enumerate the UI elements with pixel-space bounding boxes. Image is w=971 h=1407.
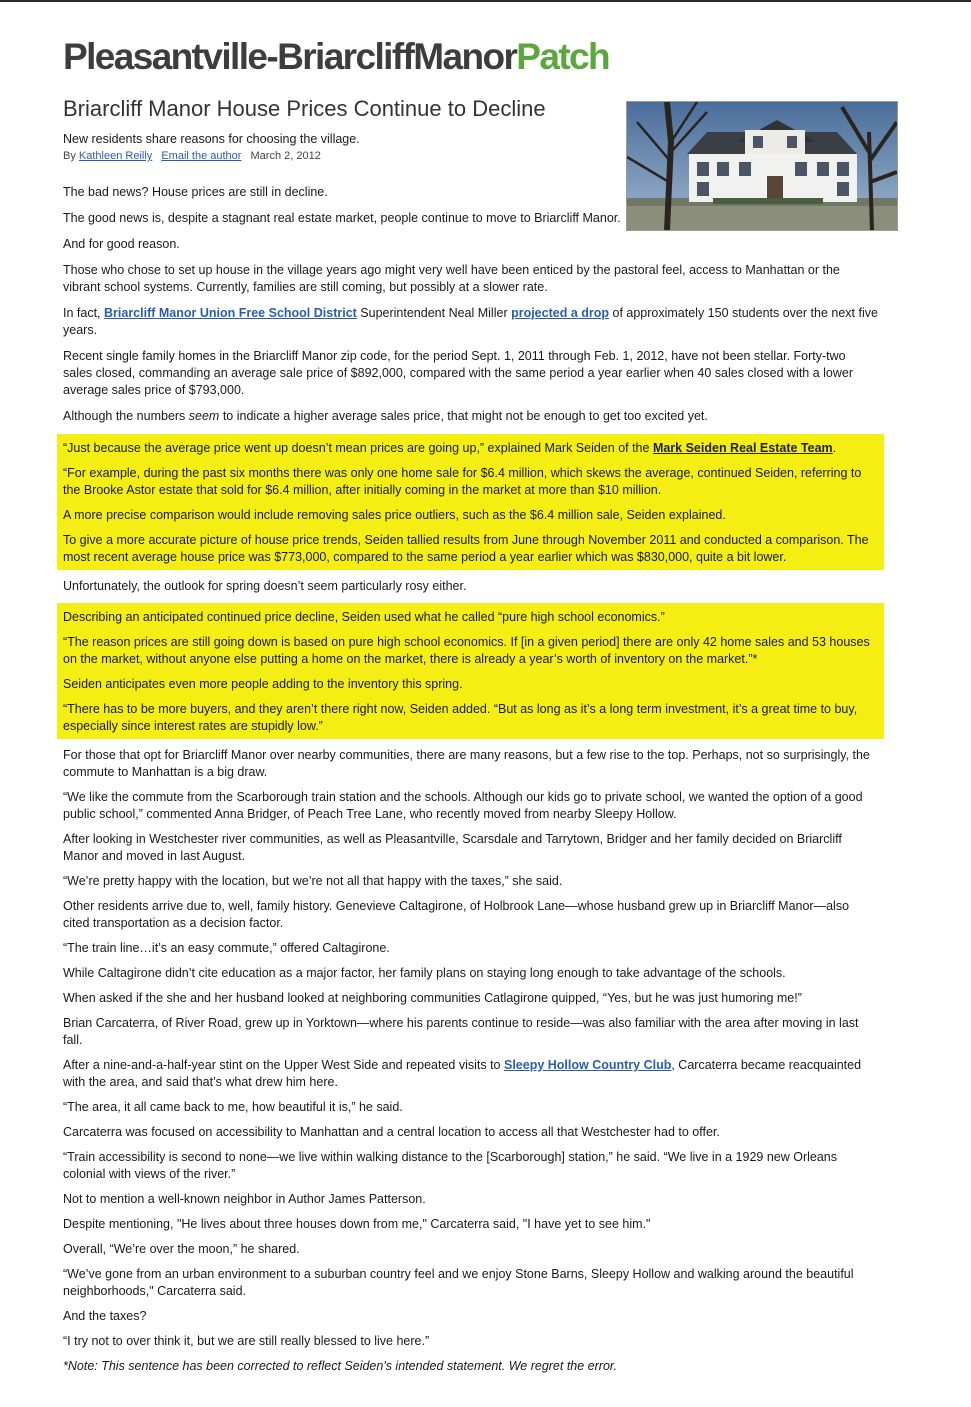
highlighted-quote-block — [57, 434, 884, 570]
article-paragraph: “The train line…it’s an easy commute,” offered Caltagirone. — [63, 941, 390, 955]
article-paragraph: When asked if the she and her husband looked at neighboring communities Catlagirone quipped, “Yes, but he was just humoring me!” — [63, 991, 802, 1005]
paragraph-text: “Just because the average price went up doesn’t mean prices are going up,” explained Mark Seiden of the — [63, 441, 653, 455]
email-author-link[interactable]: Email the author — [161, 150, 242, 162]
article-paragraph: “We’re pretty happy with the location, but we’re not all that happy with the taxes,” she said. — [63, 874, 563, 888]
byline-by: By — [63, 150, 76, 162]
school-district-link[interactable]: Briarcliff Manor Union Free School District — [104, 306, 357, 320]
article-paragraph: Carcaterra was focused on accessibility to Manhattan and a central location to access all that Westchester had to offer. — [63, 1125, 720, 1139]
article-paragraph: Recent single family homes in the Briarcliff Manor zip code, for the period Sept. 1, 2011 through Feb. 1, 2012, have not been stellar. Forty-two sales closed, commanding an average sale price of $892,000, compared with the same period a year earlier when 40 sales closed with a lower average sales price of $793,000. — [63, 349, 854, 397]
paragraph-text: . — [832, 441, 837, 455]
article-paragraph: Describing an anticipated continued price decline, Seiden used what he called “pure high school economics.” — [63, 610, 665, 624]
scan-edge — [0, 0, 971, 2]
article-paragraph: “The reason prices are still going down is based on pure high school economics. If [in a given period] there are only 42 home sales and 53 houses on the market, without anyone else putting a home on the market, there is already a year’s worth of inventory on the market.”* — [63, 635, 870, 666]
article-paragraph: And for good reason. — [63, 237, 180, 251]
paragraph-text: of approximately 150 students over the next five years. — [63, 306, 878, 337]
article-paragraph: “For example, during the past six months there was only one home sale for $6.4 million, which skews the average, continued Seiden, referring to the Brooke Astor estate that sold for $6.4 million, after initially coming in the market at more than $10 million. — [63, 466, 862, 497]
article-paragraph: After looking in Westchester river communities, as well as Pleasantville, Scarsdale and Tarrytown, Bridger and her family decided on Briarcliff Manor and moved in last August. — [63, 832, 842, 863]
article-paragraph: Overall, “We’re over the moon,” he shared. — [63, 1242, 300, 1256]
paragraph-text: , Carcaterra became reacquainted with the area, and said that’s what drew him here. — [63, 1058, 862, 1089]
projected-drop-link[interactable]: projected a drop — [511, 306, 610, 320]
article-subtitle: New residents share reasons for choosing the village. — [63, 132, 360, 146]
article-paragraph: “We’ve gone from an urban environment to a suburban country feel and we enjoy Stone Barns, Sleepy Hollow and walking around the beautiful neighborhoods," Carcaterra said. — [63, 1267, 854, 1298]
seiden-team-link[interactable]: Mark Seiden Real Estate Team — [652, 441, 833, 455]
article-paragraph — [63, 305, 878, 339]
article-paragraph: To give a more accurate picture of house price trends, Seiden tallied results from June through November 2011 and conducted a comparison. The most recent average house price was $773,000, compared to the same period a year earlier which was $830,000, quite a bit lower. — [63, 533, 869, 564]
article-paragraph: Other residents arrive due to, well, family history. Genevieve Caltagirone, of Holbrook Lane—whose husband grew up in Briarcliff Manor—also cited transportation as a decision factor. — [63, 899, 850, 930]
paragraph-text: to indicate a higher average sales price, that might not be enough to get too excited yet. — [219, 409, 708, 423]
paragraph-text: In fact, — [63, 306, 104, 320]
article-paragraph: The good news is, despite a stagnant real estate market, people continue to move to Briarcliff Manor. — [63, 211, 621, 225]
country-club-link[interactable]: Sleepy Hollow Country Club — [503, 1058, 672, 1072]
site-logo[interactable] — [63, 36, 609, 78]
article-paragraph: Seiden anticipates even more people adding to the inventory this spring. — [63, 677, 463, 691]
article-paragraph: “There has to be more buyers, and they aren’t there right now, Seiden added. “But as long as it’s a long term investment, it’s a great time to buy, especially since interest rates are stupidly low.” — [63, 702, 858, 733]
article-body — [63, 184, 878, 1375]
paragraph-text: Superintendent Neal Miller — [356, 306, 512, 320]
article-paragraph: A more precise comparison would include removing sales price outliers, such as the $6.4 million sale, Seiden explained. — [63, 508, 726, 522]
article-paragraph — [63, 440, 878, 457]
article-paragraph: Not to mention a well-known neighbor in Author James Patterson. — [63, 1192, 426, 1206]
article-paragraph: Unfortunately, the outlook for spring doesn’t seem particularly rosy either. — [63, 579, 467, 593]
logo-prefix: Pleasantville-BriarcliffManor — [63, 36, 517, 77]
article-paragraph: “We like the commute from the Scarborough train station and the schools. Although our kids go to private school, we wanted the option of a good public school,” commented Anna Bridger, of Peach Tree Lane, who recently moved from nearby Sleepy Hollow. — [63, 790, 863, 821]
article-paragraph — [63, 408, 878, 425]
paragraph-text: Although the numbers — [63, 409, 189, 423]
article-paragraph: While Caltagirone didn’t cite education as a major factor, her family plans on staying long enough to take advantage of the schools. — [63, 966, 786, 980]
byline — [63, 150, 321, 162]
article-paragraph: Despite mentioning, "He lives about three houses down from me," Carcaterra said, "I have yet to see him." — [63, 1217, 651, 1231]
article-paragraph: “I try not to over think it, but we are still really blessed to live here.” — [63, 1334, 430, 1348]
correction-note: *Note: This sentence has been corrected to reflect Seiden's intended statement. We regret the error. — [63, 1359, 618, 1373]
author-link[interactable]: Kathleen Reilly — [78, 150, 153, 162]
logo-brand: Patch — [516, 36, 610, 77]
paragraph-text: After a nine-and-a-half-year stint on the Upper West Side and repeated visits to — [63, 1058, 504, 1072]
highlighted-economics-block — [57, 603, 884, 739]
article-paragraph: For those that opt for Briarcliff Manor over nearby communities, there are many reasons, but a few rise to the top. Perhaps, not so surprisingly, the commute to Manhattan is a big draw. — [63, 748, 870, 779]
article-paragraph: Brian Carcaterra, of River Road, grew up in Yorktown—where his parents continue to reside—was also familiar with the area after moving in last fall. — [63, 1016, 859, 1047]
article-paragraph: The bad news? House prices are still in decline. — [63, 185, 328, 199]
article-paragraph: “The area, it all came back to me, how beautiful it is,” he said. — [63, 1100, 403, 1114]
article-paragraph: Those who chose to set up house in the village years ago might very well have been enticed by the pastoral feel, access to Manhattan or the vibrant school systems. Currently, families are still coming, but possibly at a slower rate. — [63, 263, 840, 294]
article-title: Briarcliff Manor House Prices Continue to Decline — [63, 96, 546, 121]
article-paragraph: “Train accessibility is second to none—we live within walking distance to the [Scarborough] station,” he said. “We live in a 1929 new Orleans colonial with views of the river.” — [63, 1150, 837, 1181]
article-paragraph — [63, 1057, 878, 1091]
article-date: March 2, 2012 — [250, 150, 321, 162]
article-paragraph: And the taxes? — [63, 1309, 147, 1323]
emphasis-text: seem — [188, 409, 220, 423]
